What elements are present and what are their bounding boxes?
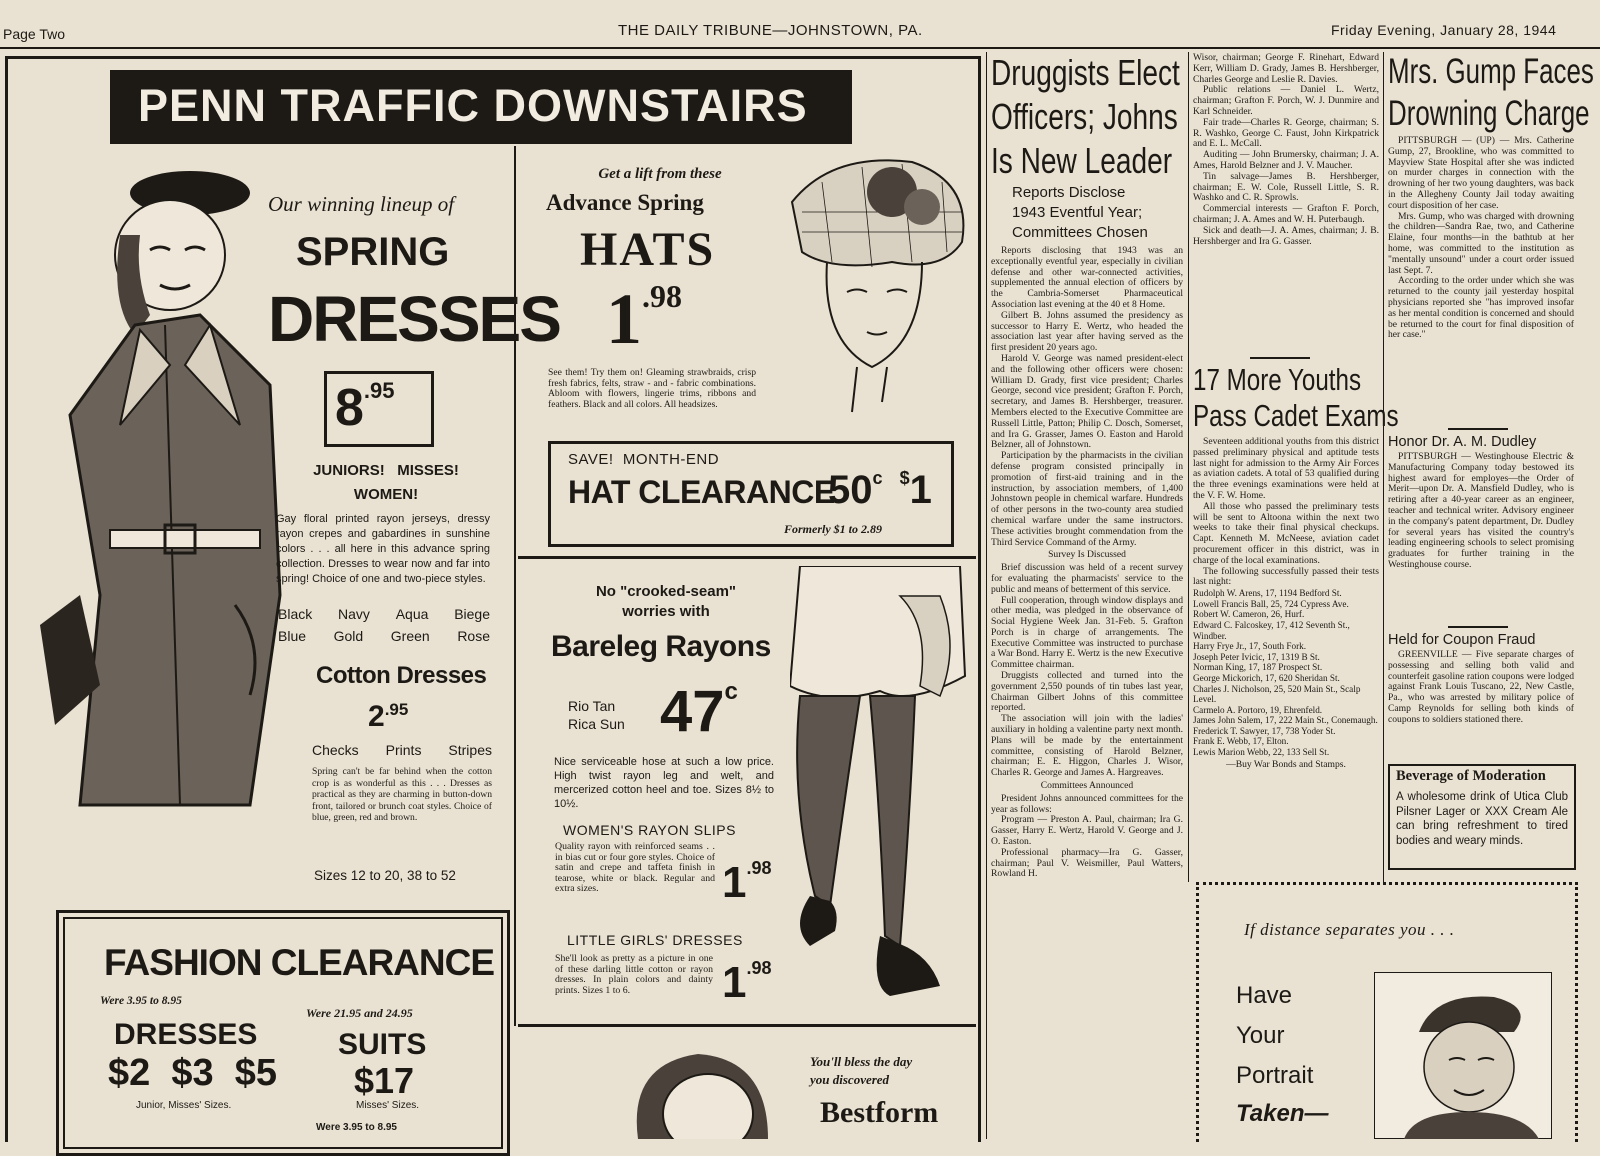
cadet-name-item: Joseph Peter Ivicic, 17, 1319 B St. [1193,651,1320,662]
dresses-title-line1: SPRING [296,230,450,274]
clearance-price-a-unit: c [872,468,883,488]
hose-price-main: 47 [660,679,725,744]
hose-title: Bareleg Rayons [551,630,771,663]
hats-price-main: 1 [606,279,642,359]
dresses-colors-row2 [278,628,490,644]
hose-price [660,678,738,745]
masthead-rule [0,47,1600,49]
druggists-p1: Reports disclosing that 1943 was an exceptionally eventful year, especially in civilian defense and other war-connected activities, supplemented the annual election of officers by the Cambria-Somerset Pharmaceutical Association last evening at the 40 et 8 Home. [991,246,1183,310]
dresses-price [335,378,395,438]
pattern-stripes: Stripes [448,742,492,758]
slips-price-cents: .98 [746,858,772,878]
hats-title-line1: Advance Spring [546,190,704,215]
cadet-name-item: Harry Frye Jr., 17, South Fork. [1193,641,1307,652]
page-number: Page Two [3,26,66,42]
druggists-headline-2: Officers; Johns [991,96,1178,137]
column-rule-1 [986,52,987,1139]
fashion-suits-price: $17 [354,1060,415,1101]
druggists-sub1: Survey Is Discussed [1048,549,1126,561]
color-aqua: Aqua [395,606,429,622]
hats-price-cents: .98 [642,278,682,314]
paper-name: THE DAILY TRIBUNE—JOHNSTOWN, PA. [618,22,923,39]
cadet-name-item: Lewis Marion Webb, 22, 133 Sell St. [1193,747,1330,758]
committees-p5: Tin salvage—James B. Hershberger, chairman; E. W. Cole, Russell Little, S. R. Washko and C. R. Sprowls. [1193,170,1379,204]
slips-price [722,858,772,908]
cadets-p3: The following successfully passed their tests last night: [1193,565,1379,588]
cadets-p1: Seventeen additional youths from this district passed preliminary physical and aptitude tests last night for admission to the Army Air Forces as aviation cadets. A total of 53 qualified during the three evenings examinations were held at the V. F. W. Home. [1193,437,1379,501]
cadet-name-item: Frank E. Webb, 17, Elton. [1193,736,1289,747]
druggists-p6: Full cooperation, through window displays and other media, was pledged in the observance of Social Hygiene Week Jan. 31-Feb. 5. Grafton Porch is in charge of arrangements. The Executive Committee was instructed to purchase a War Bond. Harry E. Wertz is the new Executive Committee chairman. [991,594,1183,671]
gump-end-rule [1448,428,1508,430]
gump-article-body [1388,136,1574,424]
girls-price [722,958,772,1008]
druggists-p4: Participation by the pharmacists in the civilian defense program consisted principally in promotion of first-aid training and in the instruction, by association members, of 1,400 Johnstown people in chemical warfare. Hundreds of other persons in the two-county area studied chemical warfare under the same instructors. These activities brought commendation from the Third Service Command of the Army. [991,450,1183,548]
pattern-checks: Checks [312,742,359,758]
cotton-sizes: Sizes 12 to 20, 38 to 52 [314,868,456,883]
fashion-dresses-sizes: Junior, Misses' Sizes. [136,1100,232,1111]
cadets-article-body [1193,437,1379,877]
portrait-line1: Have [1236,982,1293,1009]
dresses-colors-row1 [278,606,490,622]
ad-banner-text: PENN TRAFFIC DOWNSTAIRS [138,80,808,131]
dresses-title-line2: DRESSES [268,283,560,355]
portrait-line2: Your [1236,1022,1285,1049]
cadets-name-list [1193,588,1379,758]
clearance-price-b-unit: $ [899,468,910,488]
cadet-name-item: James John Salem, 17, 222 Main St., Conemaugh. [1193,715,1378,726]
dresses-price-cents: .95 [363,378,395,403]
hose-description: Nice serviceable hose at such a low price. High twist rayon leg and welt, and mercerized cotton heel and toe. Sizes 8½ to 10½. [554,756,774,810]
hose-intro-a: No "crooked-seam" [595,583,737,600]
girls-title: LITTLE GIRLS' DRESSES [567,932,743,948]
dresses-intro: Our winning lineup of [268,192,455,216]
fashion-suits-were: Were 21.95 and 24.95 [306,1006,413,1020]
legs-stockings-illustration [790,566,970,1016]
druggists-p3: Harold V. George was named president-elect and the following other officers were chosen: William D. Grady, first vice president; Charles George, second vice president; Grafton F. Porch, secretary, and James B. Hershberger, treasurer. Members elected to the Executive Committee are Russell Little, Patton; Philip C. Dosch, Somerset, and Ira G. Grasser, James O. Easton and Harold Belzner, all of Johnstown. [991,352,1183,451]
bestform-tag-b: you discovered [810,1072,890,1087]
gump-headline-1: Mrs. Gump Faces [1388,52,1594,91]
committees-p1: Wisor, chairman; George F. Rinehart, Edward Kerr, William D. Grady, James B. Hershberger, Charles George and Leslie R. Davies. [1193,53,1379,85]
fashion-dresses-label: DRESSES [114,1018,258,1051]
dudley-headline: Honor Dr. A. M. Dudley [1388,434,1537,450]
fashion-dresses-prices: $2 $3 $5 [108,1052,278,1094]
cotton-title: Cotton Dresses [316,662,487,689]
slips-description: Quality rayon with reinforced seams . . in bias cut or four gore styles. Choice of satin and crepe and taffeta finish in tearose, white or black. Regular and extra sizes. [555,841,715,895]
dudley-p1: PITTSBURGH — Westinghouse Electric & Manufacturing Company today bestowed its highest award for employes—the Order of Merit—upon Dr. A. Mansfield Dudley, who is retiring after a 40-year career as an engineer, teacher and technical writer. Advisory engineer in the company's patent department, Dr. Dudley for several years has visited the country's leading engineering schools to select promising graduates for further training in the Westinghouse course. [1388,452,1574,570]
committees-p6: Commercial interests — Grafton F. Porch, chairman; J. A. Ames and W. H. Puterbaugh. [1193,203,1379,225]
hose-shade-b: Rica Sun [568,716,625,732]
fashion-cut-line: Were 3.95 to 8.95 [316,1122,397,1132]
portrait-tagline: If distance separates you . . . [1244,920,1455,939]
column-rule-3 [1383,52,1384,882]
slips-price-main: 1 [722,858,747,907]
bestform-woman-illustration [618,1044,778,1139]
cadets-headline-2: Pass Cadet Exams [1193,398,1399,433]
beverage-p1: A wholesome drink of Utica Club Pilsner Lager or XXX Cream Ale can bring refreshment to tired bodies and weary minds. [1396,791,1568,847]
cadet-name-item: Norman King, 17, 187 Prospect St. [1193,662,1323,673]
cadet-name-item: Charles J. Nicholson, 25, 520 Main St., Scalp Level. [1193,683,1361,705]
druggists-p5: Brief discussion was held of a recent survey for evaluating the pharmacists' service to the public and means of betterment of this service. [991,562,1183,595]
cadets-p2: All those who passed the preliminary tests will be sent to Altoona within the next two weeks to take their final physical checkups. Capt. Kenneth M. McNeese, aviation cadet procurement officer in this district, was in charge of the local examinations. [1193,500,1379,566]
color-black: Black [278,606,313,622]
druggists-deck-1: Reports Disclose [1012,184,1126,201]
color-navy: Navy [338,606,370,622]
coupon-headline: Held for Coupon Fraud [1388,632,1536,648]
cotton-price-cents: .95 [384,700,409,719]
slips-title: WOMEN'S RAYON SLIPS [563,822,736,838]
dudley-end-rule [1448,626,1508,628]
color-green: Green [390,628,430,644]
committees-p7: Sick and death—J. A. Ames, chairman; J. B. Hershberger and Ira G. Gasser. [1193,224,1379,247]
clearance-title: HAT CLEARANCE [568,474,835,510]
color-gold: Gold [333,628,364,644]
gump-headline-2: Drowning Charge [1388,94,1590,133]
gump-p3: According to the order under which she was returned to the county jail yesterday hospital physicians reported she "has improved insofar as her mental condition is concerned and should be returned to the court for final disposition of her case." [1388,275,1574,341]
cotton-patterns [312,742,492,758]
cadet-name-item: Rudolph W. Arens, 17, 1194 Bedford St. [1193,588,1342,599]
druggists-headline-3: Is New Leader [991,140,1173,181]
girls-price-main: 1 [722,958,747,1007]
color-blue: Blue [278,628,307,644]
cotton-price [368,700,408,734]
druggists-p8: The association will join with the ladies' auxiliary in holding a valentine party next month. Plans will be made by the entertainment committee, consisting of Harold Belzner, chairman; E. E. Higgon, Charles J. Wisor, Charles R. George and James A. Hargreaves. [991,713,1183,779]
clearance-price-b: 1 [909,468,932,512]
woman-in-dress-illustration [40,165,300,830]
coupon-p1: GREENVILLE — Five separate charges of possessing and selling both valid and counterfeit gasoline ration coupons were lodged against Frank Louis Tuscano, 22, New Castle, Pa., who was arrested by military police of Camp Reynolds for selling both kinds of coupons to soldiers stationed there. [1388,650,1574,725]
druggists-article-body [991,246,1183,1139]
hats-intro: Get a lift from these [598,166,722,182]
cadet-name-item: Lowell Francis Ball, 25, 724 Cypress Ave. [1193,598,1349,609]
column-rule-2 [1188,52,1189,882]
cadets-footer: —Buy War Bonds and Stamps. [1226,758,1346,770]
fashion-suits-label: SUITS [338,1028,427,1061]
cadets-headline-1: 17 More Youths [1193,362,1362,397]
portrait-line3: Portrait [1236,1062,1314,1089]
hats-divider [518,556,976,559]
beverage-headline: Beverage of Moderation [1396,768,1546,784]
druggists-sub2: Committees Announced [1040,780,1134,792]
cadet-name-item: Edward C. Falcoskey, 17, 412 Seventh St., Windber. [1193,619,1350,641]
issue-date: Friday Evening, January 28, 1944 [1331,22,1557,38]
girls-description: She'll look as pretty as a picture in one of these darling little cotton or rayon dresses. In plain colors and dainty prints. Sizes 1 to 6. [555,953,713,996]
fashion-suits-sizes: Misses' Sizes. [356,1100,420,1111]
fashion-title: FASHION CLEARANCE [104,942,495,983]
cadet-name-item: George Mickorich, 17, 620 Sheridan St. [1193,672,1340,683]
dresses-audience-a: JUNIORS! MISSES! [313,462,459,479]
hose-price-unit: c [724,678,738,705]
clearance-price-a: 50 [828,468,873,512]
hat-woman-illustration [772,152,972,422]
dresses-audience-b: WOMEN! [353,486,419,503]
soldier-portrait-photo [1374,972,1552,1139]
druggists-p7: Druggists collected and turned into the government 2,550 pounds of tin tubes last year, Chairman Gilbert Johns of this committee reported. [991,670,1183,714]
dresses-description: Gay floral printed rayon jerseys, dressy rayon crepes and gabardines in sunshine colors . . . all here in this advance spring collection. Dresses to wear now and far into spring! Choice of one and two-piece styles. [276,513,490,585]
druggists-p10: Program — Preston A. Paul, chairman; Ira G. Gasser, Harry E. Wertz, Harold V. George and J. O. Easton. [991,814,1183,848]
druggists-p2: Gilbert B. Johns assumed the presidency as successor to Harry E. Wertz, who headed the association last year after having served as the first president 20 years ago. [991,309,1183,354]
dresses-price-main: 8 [335,379,364,437]
bestform-brand: Bestform [820,1096,939,1129]
cadet-name-item: Frederick T. Sawyer, 17, 738 Yoder St. [1193,725,1336,736]
color-biege: Biege [454,606,490,622]
girls-divider [518,1024,976,1027]
committees-continuation [1193,53,1379,353]
cotton-price-main: 2 [368,700,385,733]
druggists-p9: President Johns announced committees for the year as follows: [991,792,1183,815]
portrait-line4: Taken— [1236,1100,1329,1127]
committees-p4: Auditing — John Brumersky, chairman; J. A. Ames, Harold Belzner and J. V. Maucher. [1193,149,1379,171]
cotton-description: Spring can't be far behind when the cotton crop is as wonderful as this . . . Dresses as practical as they are charming in button-down front, tailored or brunch coat styles. Choice of blue, green, red and brown. [312,766,492,824]
committees-end-rule [1250,357,1310,359]
druggists-deck-3: Committees Chosen [1012,224,1148,241]
girls-price-cents: .98 [746,958,772,978]
clearance-formerly: Formerly $1 to 2.89 [784,522,882,536]
hose-intro-b: worries with [622,603,710,620]
druggists-p11: Professional pharmacy—Ira G. Gasser, chairman; Paul V. Weismiller, Paul Watters, Rowland H. [991,846,1183,880]
hats-description: See them! Try them on! Gleaming strawbraids, crisp fresh fabrics, felts, straw - and - fabric combinations. Abloom with flowers, lingerie trims, ribbons and feathers. Black and all colors. All headsizes. [548,367,756,410]
gump-p2: Mrs. Gump, who was charged with drowning the children—Sandra Rae, two, and Catherine Elaine, four months—in the bathtub at her home, was committed to the institution as "mentally unsound" under a court order issued last Sept. 7. [1388,210,1574,276]
hats-price [606,278,682,361]
clearance-top: SAVE! MONTH-END [568,451,720,468]
cadet-name-item: Robert W. Cameron, 26, Hurf. [1193,609,1305,620]
committees-p2: Public relations — Daniel L. Wertz, chairman; Grafton F. Porch, W. J. Dunmire and Karl Schneider. [1193,84,1379,117]
ad-column-divider [514,146,516,1026]
clearance-prices [828,468,932,513]
gump-p1: PITTSBURGH — (UP) — Mrs. Catherine Gump, 27, Brookline, who was committed to Mayview State Hospital after she was indicted on murder charges in connection with the drowning of her two young daughters, was back in the Allegheny County Jail today awaiting court disposition of her case. [1388,136,1574,211]
pattern-prints: Prints [385,742,422,758]
druggists-deck-2: 1943 Eventful Year; [1012,204,1143,221]
hose-shade-a: Rio Tan [568,698,616,714]
bestform-tag-a: You'll bless the day [810,1054,913,1069]
druggists-headline-1: Druggists Elect [991,52,1180,93]
color-rose: Rose [457,628,490,644]
cadet-name-item: Carmelo A. Portoro, 19, Ehrenfeld. [1193,704,1323,715]
committees-p3: Fair trade—Charles R. George, chairman; S. R. Washko, George C. Faust, John Kirkpatrick and E. L. McCall. [1193,116,1379,150]
fashion-dresses-were: Were 3.95 to 8.95 [100,995,182,1007]
hats-title-line2: HATS [580,223,716,276]
